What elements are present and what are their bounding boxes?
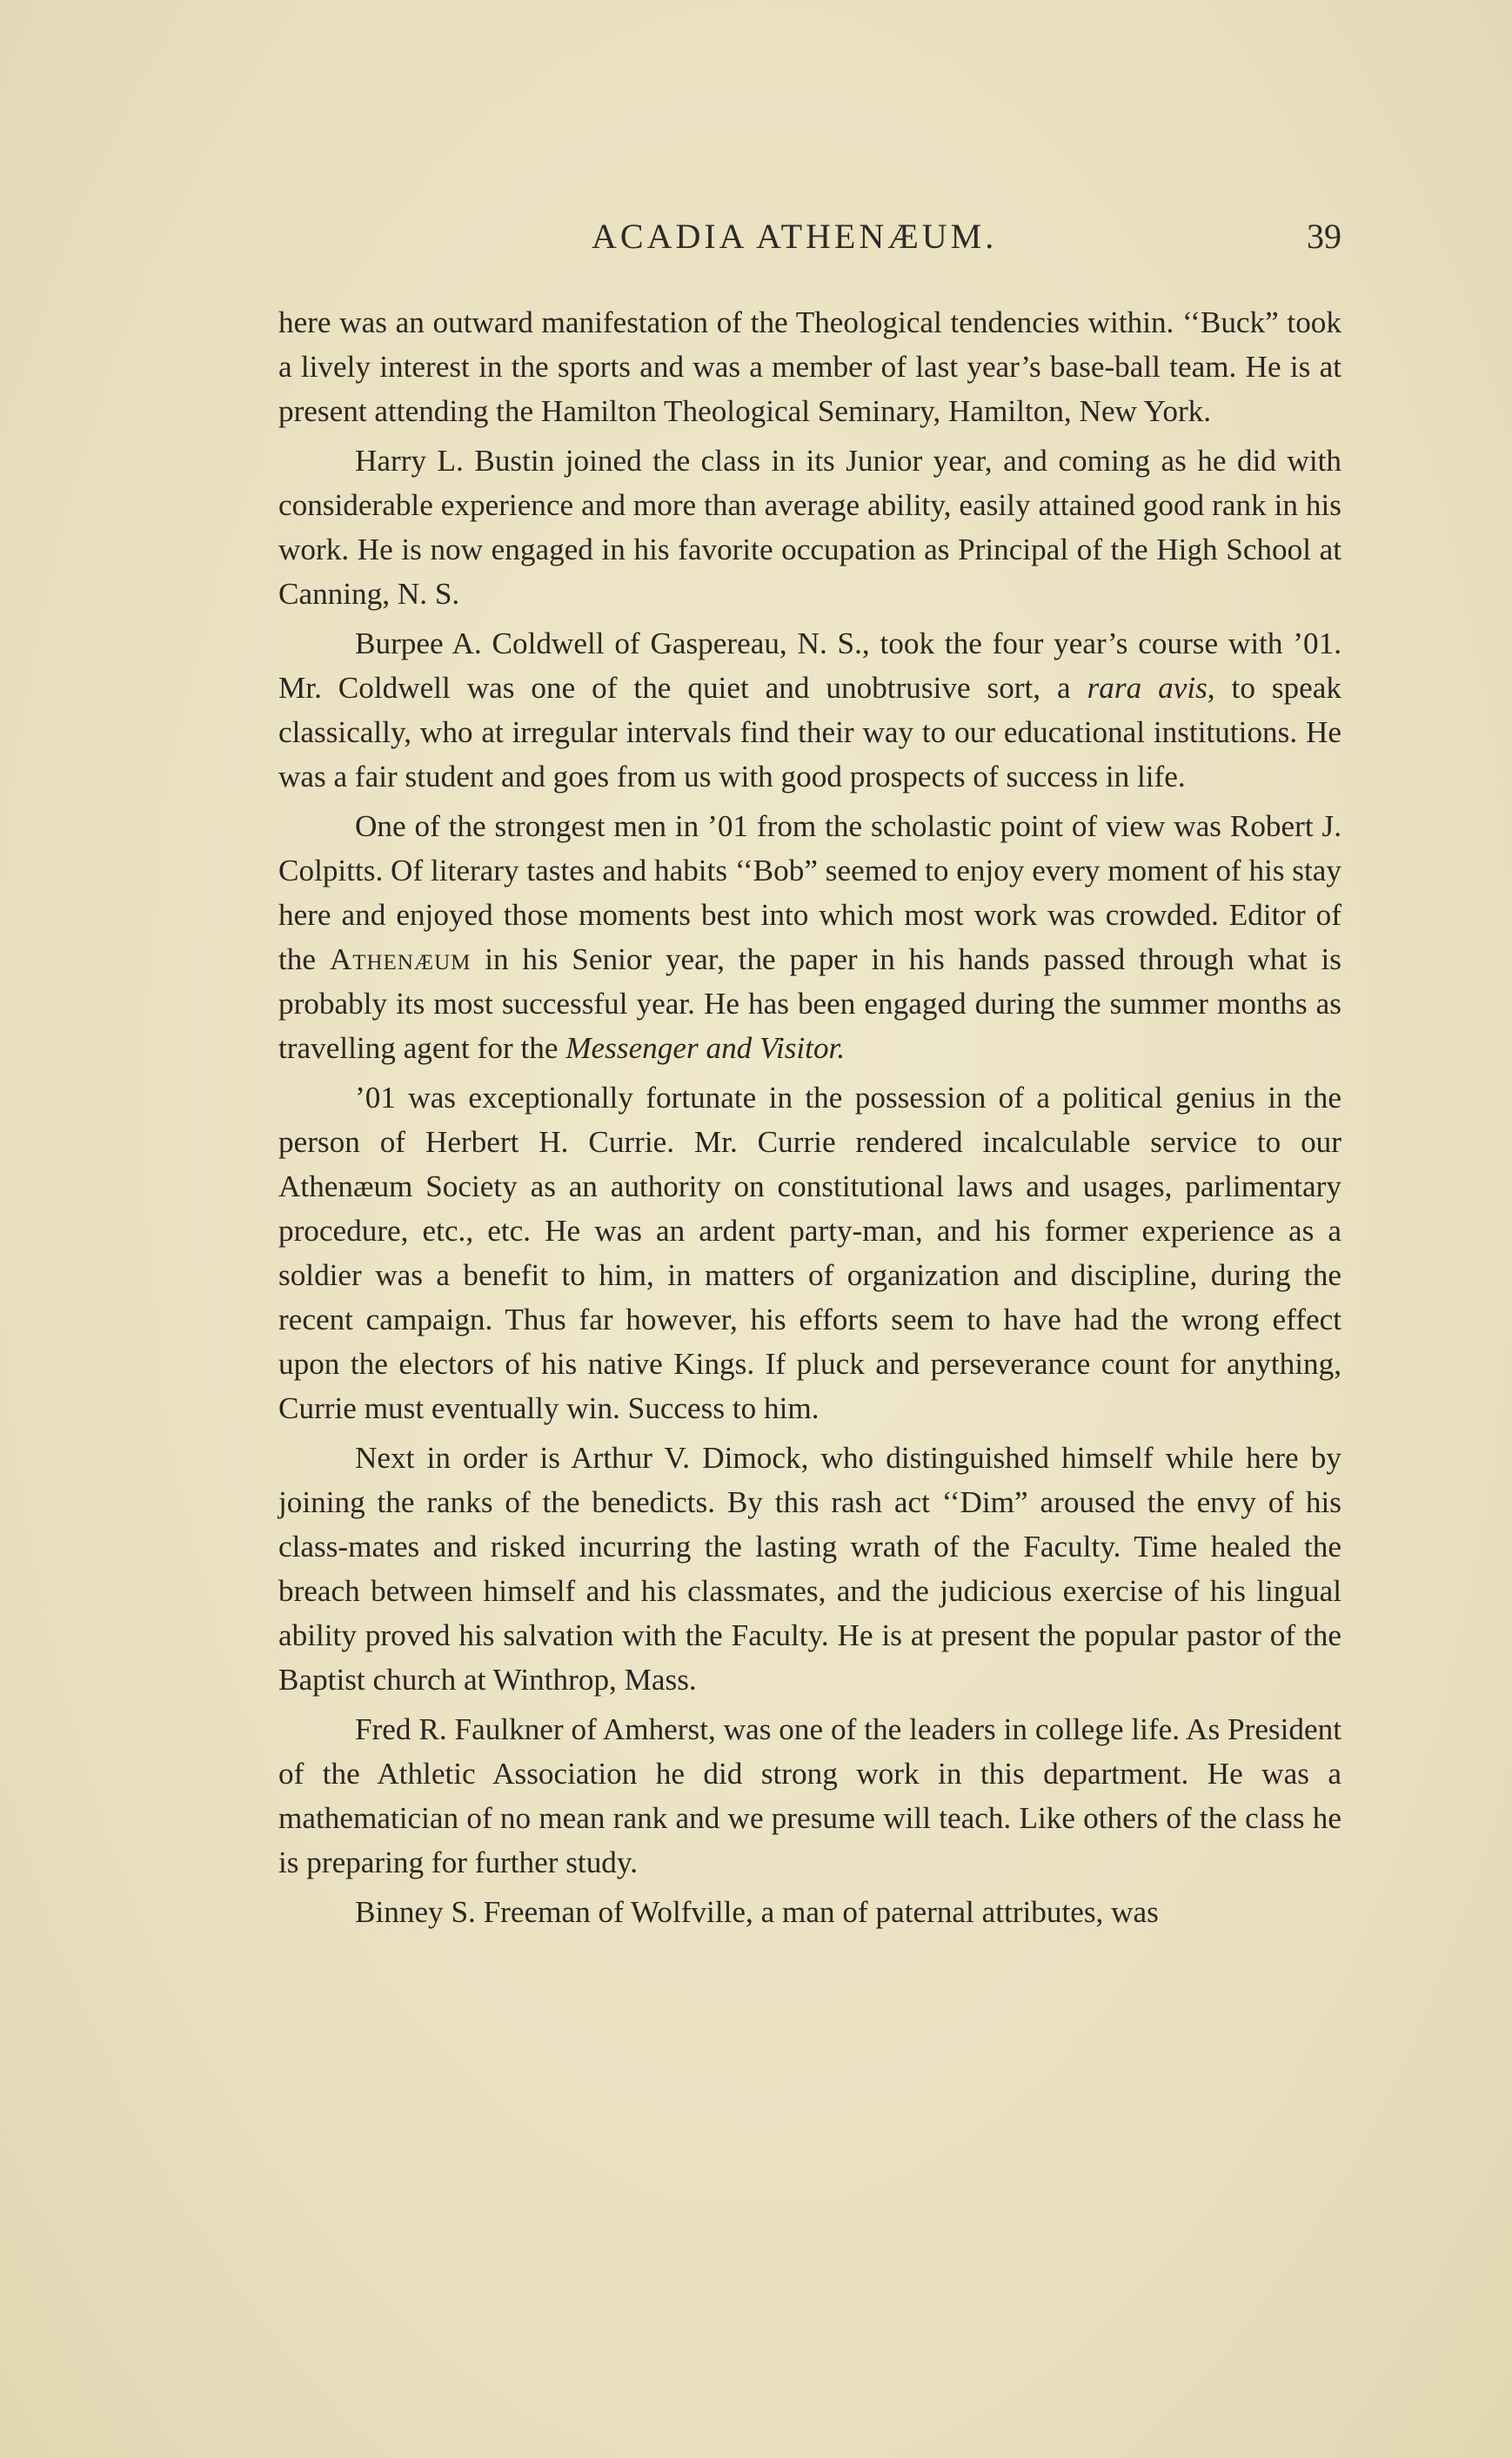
paragraph-buck-continued: here was an outward manifestation of the Theological tendencies within. ‘‘Buck” took a lively interest in the sports and was a member of last year’s base-ball team. He is at present attending the Hamilton Theological Seminary, Hamilton, New York. xyxy=(278,305,1341,428)
article-body xyxy=(278,300,1341,1939)
paragraph-currie: ’01 was exceptionally fortunate in the possession of a political genius in the person of Herbert H. Currie. Mr. Currie rendered incalculable service to our Athenæum Society as an authority on constitutional laws and usages, parlimentary procedure, etc., etc. He was an ardent party-man, and his former experience as a soldier was a benefit to him, in matters of organization and discipline, during the recent campaign. Thus far however, his efforts seem to have had the wrong effect upon the electors of his native Kings. If pluck and perseverance count for anything, Currie must eventually win. Success to him. xyxy=(278,1081,1341,1425)
running-title: ACADIA ATHENÆUM. xyxy=(592,217,998,256)
paragraph-text: One of the strongest men in ’01 from the scholastic point of view was Robert J. Colpitts. Of literary tastes and habits ‘‘Bob” seemed to enjoy every moment of his stay here and enjoyed those moments best into which most work was crowded. Editor of the xyxy=(278,809,1341,976)
italic-phrase: rara avis xyxy=(1087,671,1208,705)
paragraph-text: , to speak classically, who at irregular intervals find their way to our educational institutions. He was a fair student and goes from us with good prospects of success in life. xyxy=(278,671,1341,794)
paragraph-freeman: Binney S. Freeman of Wolfville, a man of paternal attributes, was xyxy=(355,1895,1159,1929)
page-header xyxy=(278,216,1341,259)
italic-title: Messenger and Visitor. xyxy=(565,1031,846,1065)
page-number: 39 xyxy=(1307,217,1341,256)
paragraph-text: Burpee A. Coldwell of Gaspereau, N. S., took the four year’s course with ’01. Mr. Coldwell was one of the quiet and unobtrusive sort, a xyxy=(278,626,1341,705)
paragraph-coldwell xyxy=(278,621,1341,799)
small-caps-title: Athenæum xyxy=(329,942,472,976)
paragraph-text: in his Senior year, the paper in his hands passed through what is probably its most successful year. He has been engaged during the summer months as travelling agent for the xyxy=(278,942,1341,1065)
paragraph-bustin: Harry L. Bustin joined the class in its Junior year, and coming as he did with considerable experience and more than average ability, easily attained good rank in his work. He is now engaged in his favorite occupation as Principal of the High School at Canning, N. S. xyxy=(278,444,1341,611)
paragraph-faulkner: Fred R. Faulkner of Amherst, was one of the leaders in college life. As President of the Athletic Association he did strong work in this department. He was a mathematician of no mean rank and we presume will teach. Like others of the class he is preparing for further study. xyxy=(278,1712,1341,1879)
paragraph-dimock: Next in order is Arthur V. Dimock, who distinguished himself while here by joining the ranks of the benedicts. By this rash act ‘‘Dim” aroused the envy of his class-mates and risked incurring the lasting wrath of the Faculty. Time healed the breach between himself and his classmates, and the judicious exercise of his lingual ability proved his salvation with the Faculty. He is at present the popular pastor of the Baptist church at Winthrop, Mass. xyxy=(278,1441,1341,1697)
paragraph-colpitts xyxy=(278,804,1341,1070)
